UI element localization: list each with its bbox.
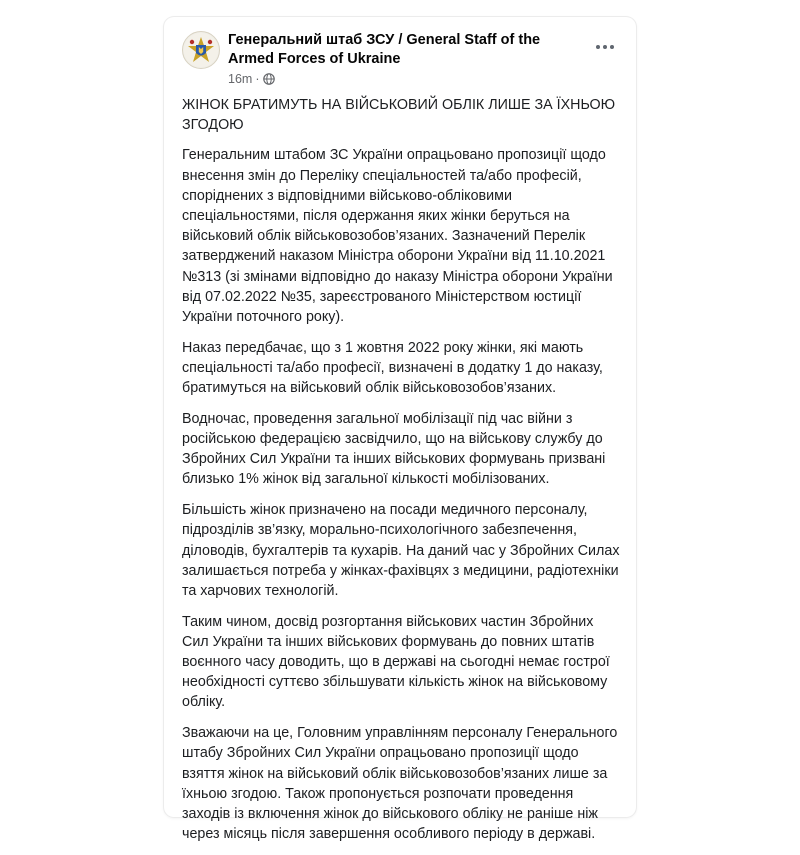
post-timestamp[interactable]: 16m — [228, 72, 253, 86]
more-options-button[interactable] — [592, 37, 618, 57]
post-title: ЖІНОК БРАТИМУТЬ НА ВІЙСЬКОВИЙ ОБЛІК ЛИШЕ ЗА ЇХНЬОЮ ЗГОДОЮ — [182, 97, 616, 134]
armed-forces-emblem-icon — [183, 32, 219, 68]
facebook-post-card — [164, 17, 636, 843]
post-paragraph: Таким чином, досвід розгортання військових частин Збройних Сил України та інших військових формувань до повних штатів воєнного часу доводить, що в державі на сьогодні немає гострої необхідності суттєво збільшувати кількість жінок на військовому обліку. — [182, 613, 610, 711]
post-paragraph: Генеральним штабом ЗС України опрацьовано пропозиції щодо внесення змін до Переліку спеціальностей та/або професій, споріднених з відповідними військово-обліковими спеціальностями, після одержання яких жінки беруться на військовий облік військовозобов’язаних. Зазначений Перелік затверджений наказом Міністра оборони України від 11.10.2021 №313 (зі змінами відповідно до наказу Міністра оборони України від 07.02.2022 №35, зареєстрованого Міністерством юстиції України поточного року). — [182, 147, 613, 326]
post-text — [182, 95, 622, 855]
page-name-link[interactable]: Генеральний штаб ЗСУ / General Staff of the Armed Forces of Ukraine — [228, 32, 541, 67]
post-paragraph: Більшість жінок призначено на посади медичного персоналу, підрозділів зв’язку, морально-психологічного забезпечення, діловодів, бухгалтерів та кухарів. На даний час у Збройних Силах залишається потреба у жінках-фахівцях з медицини, радіотехніки та харчових технологій. — [182, 502, 620, 599]
globe-icon[interactable] — [263, 73, 275, 85]
ellipsis-icon — [596, 45, 600, 49]
post-meta — [228, 71, 275, 87]
post-paragraph: Водночас, проведення загальної мобілізації під час війни з російською федерацією засвідчило, що на військову службу до Збройних Сил України та інших військових формувань призвані близько 1% жінок від загальної кількості мобілізованих. — [182, 410, 606, 488]
post-paragraph: Зважаючи на це, Головним управлінням персоналу Генерального штабу Збройних Сил України опрацьовано пропозиції щодо взяття жінок на військовий облік військовозобов’язаних лише за їхньою згодою. Також пропонується розпочати проведення заходів із включення жінок до військового обліку не раніше ніж через місяць після завершення особливого періоду в державі. — [182, 725, 618, 843]
meta-separator: · — [255, 72, 260, 86]
post-header — [182, 31, 622, 91]
post-paragraph: Наказ передбачає, що з 1 жовтня 2022 року жінки, які мають спеціальності та/або професії, визначені в додатку 1 до наказу, братимуться на військовий облік військовозобов’язаних. — [182, 339, 603, 397]
page-avatar[interactable] — [182, 31, 220, 69]
